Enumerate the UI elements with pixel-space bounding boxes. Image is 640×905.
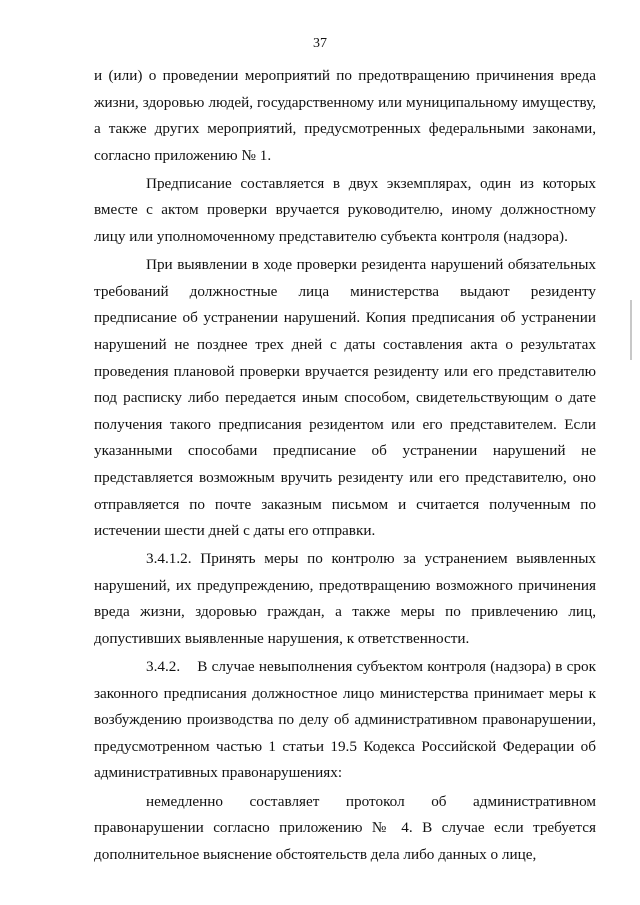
paragraph-protocol: немедленно составляет протокол об административном правонарушении согласно приложению № 4. В случае если требуется дополнительное выяснение обстоятельств дела либо данных о лице, <box>94 792 596 863</box>
paragraph-clause-3-4-2: 3.4.2. В случае невыполнения субъектом контроля (надзора) в срок законного предписания должностное лицо министерства принимает меры к возбуждению производства по делу об административном правонарушении, предусмотренном частью 1 статьи 19.5 Кодекса Российской Федерации об административных правонарушениях: <box>94 658 596 782</box>
page-number: 37 <box>313 36 327 51</box>
paragraph-resident-violations: При выявлении в ходе проверки резидента нарушений обязательных требований должностные лица министерства выдают резиденту предписание об устранении нарушений. Копия предписания об устранении нарушений не позднее трех дней с даты составления акта о результатах проведения плановой проверки вручается резиденту или его представителю под расписку либо передается иным способом, свидетельствующим о дате получения такого предписания резидентом или его представителем. Если указанными способами предписание об устранении нарушений не представляется возможным вручить резиденту или его представителю, оно отправляется по почте заказным письмом и считается полученным по истечении шести дней с даты его отправки. <box>94 256 596 540</box>
paragraph-continuation: и (или) о проведении мероприятий по предотвращению причинения вреда жизни, здоровью людей, государственному или муниципальному имуществу, а также других мероприятий, предусмотренных федеральными законами, согласно приложению № 1. <box>94 67 596 164</box>
paragraph-clause-3-4-1-2: 3.4.1.2. Принять меры по контролю за устранением выявленных нарушений, их предупреждению, предотвращению возможного причинения вреда жизни, здоровью граждан, а также меры по привлечению лиц, допустивших выявленные нарушения, к ответственности. <box>94 550 596 647</box>
paragraph-prescription-copies: Предписание составляется в двух экземплярах, один из которых вместе с актом проверки вручается руководителю, иному должностному лицу или уполномоченному представителю субъекта контроля (надзора). <box>94 174 596 246</box>
scan-edge-mark <box>630 300 632 360</box>
document-body <box>94 63 596 868</box>
